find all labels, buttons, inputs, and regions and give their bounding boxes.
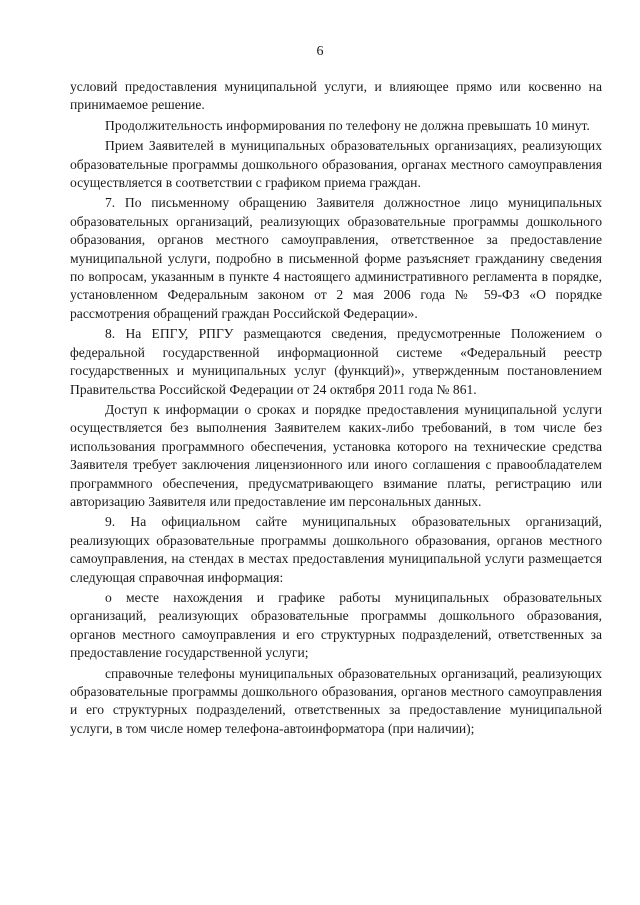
paragraph-continuation: условий предоставления муниципальной услуги, и влияющее прямо или косвенно на принимаемое решение. [70,79,602,113]
page-number: 6 [316,44,324,59]
paragraph-reception-schedule: Прием Заявителей в муниципальных образовательных организациях, реализующих образовательные программы дошкольного образования, органах местного самоуправления осуществляется в соответствии с графиком приема граждан. [70,138,602,191]
document-body [70,78,602,738]
paragraph-item-9: 9. На официальном сайте муниципальных образовательных организаций, реализующих образовательные программы дошкольного образования, органов местного самоуправления, на стендах в местах предоставления муниципальной услуги размещается следующая справочная информация: [70,514,602,585]
paragraph-phone-duration: Продолжительность информирования по телефону не должна превышать 10 минут. [105,117,590,133]
paragraph-item-7: 7. По письменному обращению Заявителя должностное лицо муниципальных образовательных организаций, реализующих образовательные программы дошкольного образования, органов местного самоуправления, ответственное за предоставление муниципальной услуги, подробно в письменной форме разъясняет гражданину сведения по вопросам, указанным в пункте 4 настоящего административного регламента в порядке, установленном Федеральным законом от 2 мая 2006 года № 59-ФЗ «О порядке рассмотрения обращений граждан Российской Федерации». [70,195,602,321]
paragraph-reference-phones: справочные телефоны муниципальных образовательных организаций, реализующих образовательные программы дошкольного образования, органов местного самоуправления и его структурных подразделений, ответственных за предоставление муниципальной услуги, в том числе номер телефона-автоинформатора (при наличии); [70,665,602,736]
paragraph-access-info: Доступ к информации о сроках и порядке предоставления муниципальной услуги осуществляется без выполнения Заявителем каких-либо требований, в том числе без использования программного обеспечения, установка которого на технические средства Заявителя требует заключения лицензионного или иного соглашения с правообладателем программного обеспечения, предусматривающего взимание платы, регистрацию или авторизацию Заявителя или предоставление им персональных данных. [70,401,602,509]
paragraph-item-8: 8. На ЕПГУ, РПГУ размещаются сведения, предусмотренные Положением о федеральной государственной информационной системе «Федеральный реестр государственных и муниципальных услуг (функций)», утвержденным постановлением Правительства Российской Федерации от 24 октября 2011 года № 861. [70,326,602,397]
paragraph-location-schedule: о месте нахождения и графике работы муниципальных образовательных организаций, реализующих образовательные программы дошкольного образования, органов местного самоуправления и его структурных подразделений, ответственных за предоставление государственной услуги; [70,589,602,661]
